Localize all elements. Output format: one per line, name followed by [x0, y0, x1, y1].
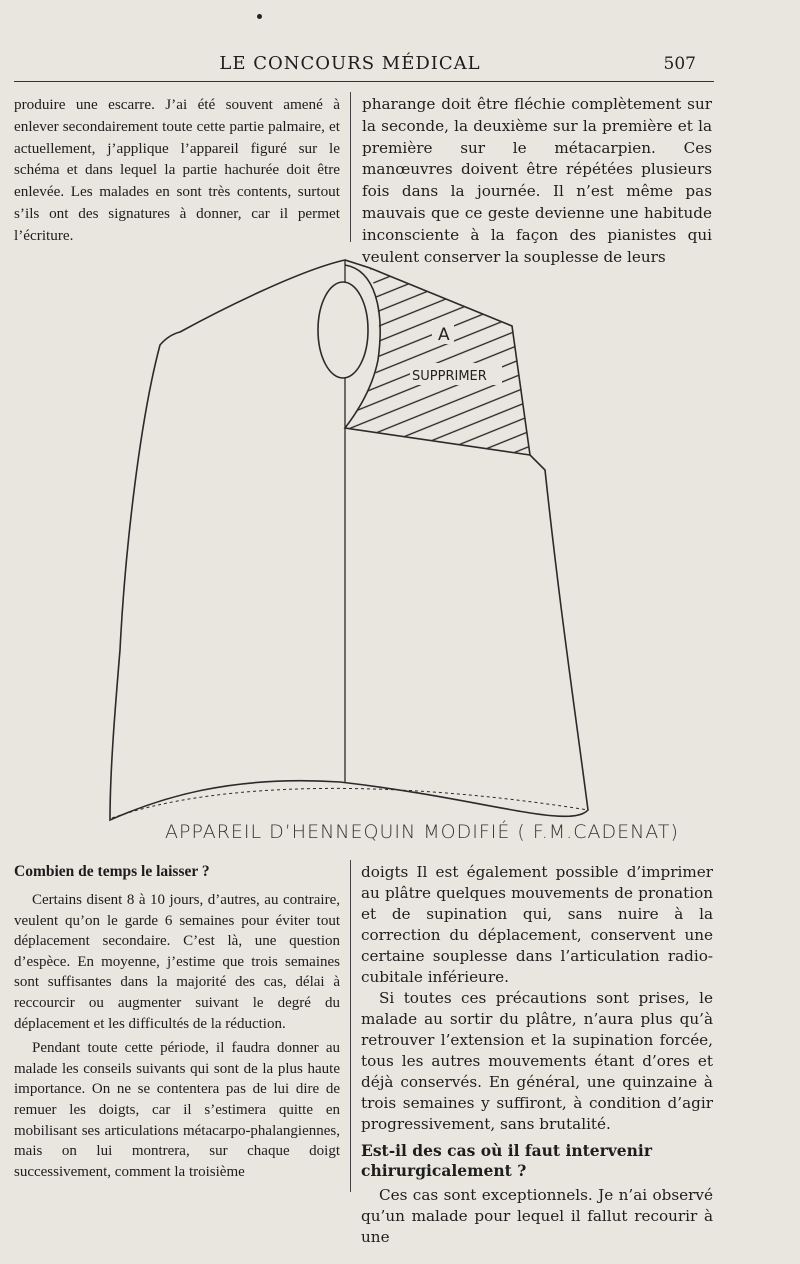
paragraph-duration: Certains disent 8 à 10 jours, d’autres, au contraire, veulent qu’on le garde 6 semaines pour éviter tout déplacement secondaire. C’est là, une question d’espèce. En moyenne, j’estime que trois semaines sont suffisantes dans la majorité des cas, délai à reccourcir ou augmenter suivant le degré du déplacement et les difficultés de la réduction.	[14, 892, 340, 1032]
column-divider-bottom	[350, 860, 351, 1192]
top-left-paragraph: produire une escarre. J’ai été souvent amené à enlever secondairement toute cette partie palmaire, et actuellement, j’applique l’appareil figuré sur le schéma et dans lequel la partie hachurée doit être enlevée. Les malades en sont très contents, surtout s’ils ont des signatures à donner, car il permet l’écriture.	[14, 96, 340, 244]
thumb-hole	[318, 282, 368, 378]
page-number: 507	[663, 54, 696, 74]
print-speck	[257, 14, 262, 19]
section-heading-surgery: Est-il des cas où il faut intervenir chirurgicalement ?	[361, 1141, 652, 1180]
splint-diagram	[100, 250, 700, 860]
running-head	[0, 52, 800, 76]
bottom-right-column	[361, 862, 713, 1248]
header-rule	[14, 81, 714, 82]
section-heading-duration: Combien de temps le laisser ?	[14, 863, 210, 880]
paragraph-advice: Pendant toute cette période, il faudra donner au malade les conseils suivants qui sont de la plus haute importance. On ne se contentera pas de lui dire de remuer les doigts, car il s’estimera quitte en mobilisant ses articulations métacarpo-phalangiennes, mais on lui montrera, sur chaque doigt successivement, comment la troisième	[14, 1040, 340, 1180]
label-supprimer: SUPPRIMER	[412, 369, 487, 384]
label-a: A	[438, 325, 450, 345]
bottom-left-column	[14, 862, 340, 1182]
splint-drawing	[100, 250, 700, 860]
paragraph-precautions: Si toutes ces précautions sont prises, le malade au sortir du plâtre, n’aura plus qu’à retrouver l’extension et la supination forcée, tous les autres mouvements étant d’ores et déjà conservés. En général, une quinzaine à trois semaines y suffiront, à condition d’agir progressivement, sans brutalité.	[361, 989, 713, 1133]
top-left-column	[14, 94, 340, 247]
journal-title: LE CONCOURS MÉDICAL	[219, 53, 481, 74]
top-right-paragraph: pharange doit être fléchie complètement sur la seconde, la deuxième sur la première et la première sur le métacarpien. Ces manœuvres doivent être répétées plusieurs fois dans la journée. Il n’est même pas mauvais que ce geste devienne une habitude inconsciente à la façon des pianistes qui veulent conserver la souplesse de leurs	[362, 95, 712, 266]
figure-caption: APPAREIL D’HENNEQUIN MODIFIÉ ( F.M.CADENAT)	[165, 821, 679, 843]
paragraph-pronation: doigts Il est également possible d’imprimer au plâtre quelques mouvements de pronation et de supination qui, sans nuire à la correction du déplacement, conservent une certaine souplesse dans l’articulation radio-cubitale inférieure.	[361, 863, 713, 986]
paragraph-exceptional-cases: Ces cas sont exceptionnels. Je n’ai observé qu’un malade pour lequel il fallut recourir à une	[361, 1186, 713, 1246]
bottom-edge	[112, 788, 588, 818]
top-right-column	[362, 94, 712, 268]
column-divider-top	[350, 92, 351, 242]
